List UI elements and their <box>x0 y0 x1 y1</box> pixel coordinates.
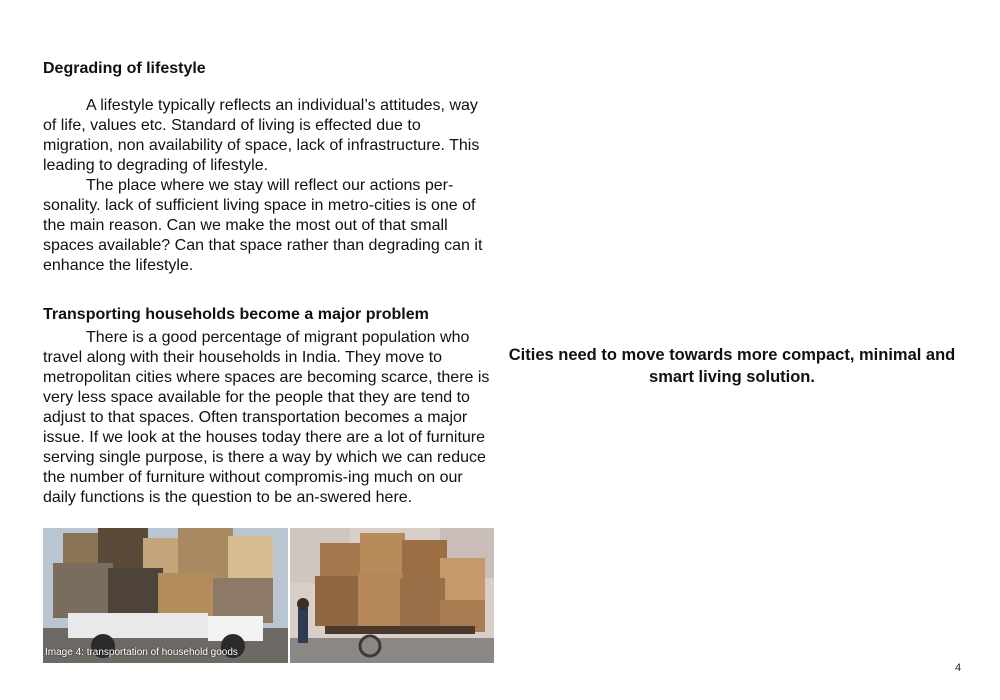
photo-caption: Image 4: transportation of household goods <box>45 647 238 658</box>
furniture-cart-photo <box>290 528 494 663</box>
section-lifestyle <box>43 58 495 276</box>
page-number: 4 <box>955 662 962 674</box>
section-transport <box>43 304 495 508</box>
callout-text: Cities need to move towards more compact, minimal and smart living solution. <box>508 346 956 386</box>
paragraph-lifestyle-1: A lifestyle typically reflects an individual’s attitudes, way of life, values etc. Standard of living is effected due to migration, non availability of space, lack of infrastructure. This leading to degrading of lifestyle. <box>43 97 480 174</box>
section-heading-lifestyle: Degrading of lifestyle <box>43 60 206 77</box>
paragraph-transport: There is a good percentage of migrant population who travel along with their households in India. They move to metropolitan cities where spaces are becoming scarce, there is very less space available for the people that they are tend to adjust to that spaces. Often transportation becomes a major issue. If we look at the houses today there are a lot of furniture serving single purpose, is there a way by which we can reduce the number of furniture without compromis-ing much on our daily functions is the question to be an-swered here. <box>43 329 490 506</box>
photo-strip <box>43 528 494 663</box>
left-column <box>43 56 495 508</box>
overloaded-truck-photo <box>43 528 288 663</box>
section-heading-transport: Transporting households become a major problem <box>43 306 429 323</box>
paragraph-lifestyle-2: The place where we stay will reflect our actions per-sonality. lack of sufficient living space in metro-cities is one of the main reason. Can we make the most out of that small spaces available? Can that space rather than degrading can it enhance the lifestyle. <box>43 177 483 274</box>
